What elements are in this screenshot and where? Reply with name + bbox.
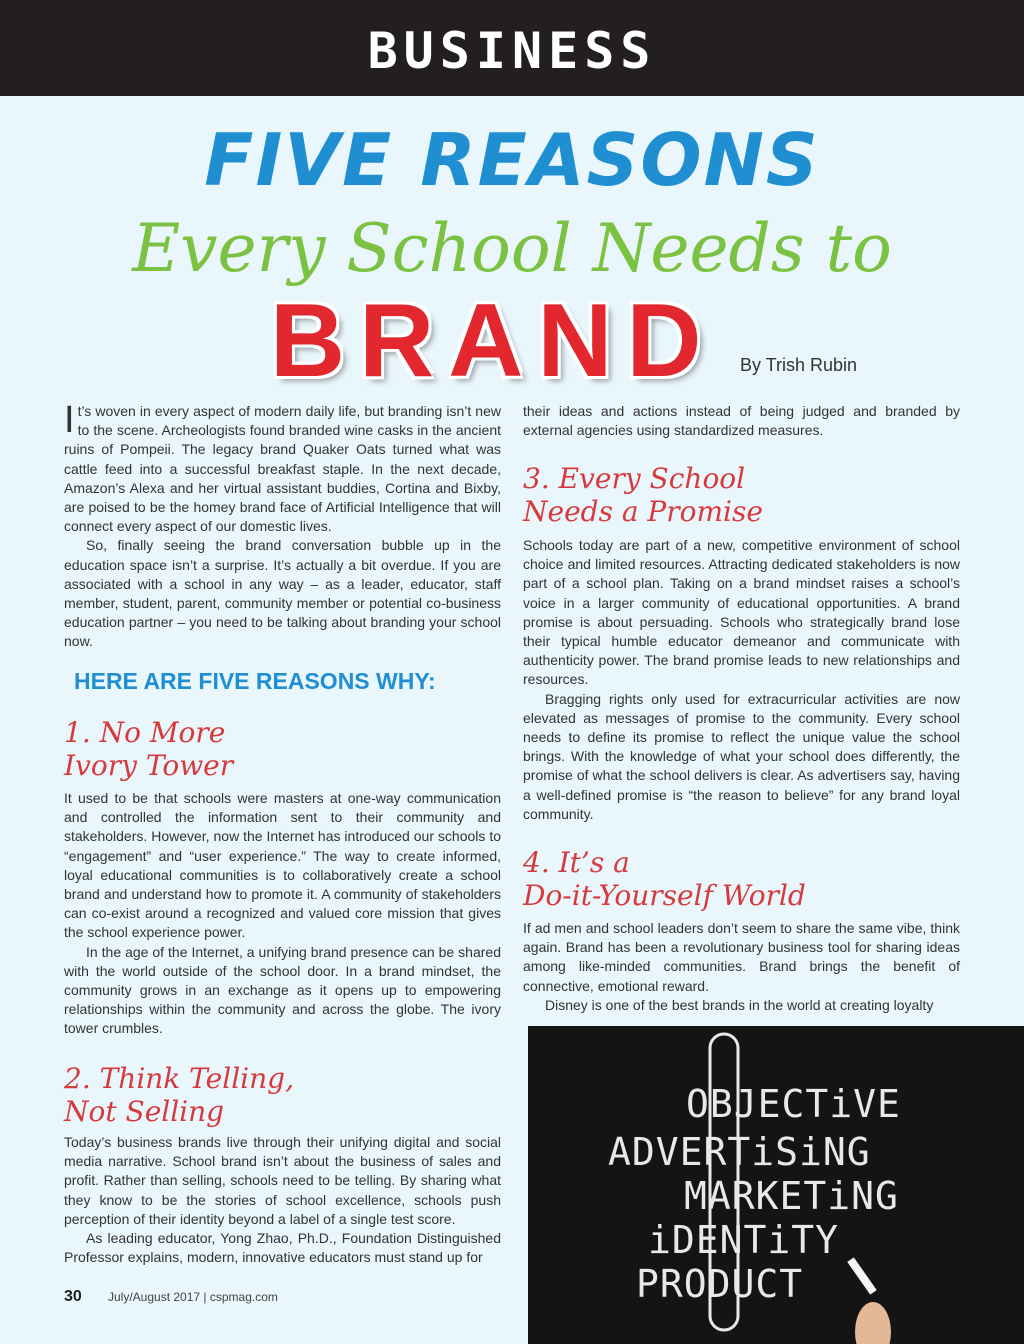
intro-paragraph-1: t’s woven in every aspect of modern daily life, but branding isn’t new to the scene. Archeologists found branded wine casks in the ancient ruins of Pompeii. The legacy brand Quaker Oats turned what was cattle feed into a successful breakfast staple. In the next decade, Amazon’s Alexa and her virtual assistant buddies, Cortina and Bixby, are poised to be the homey brand face of Artificial Intelligence that will connect every aspect of our domestic lives. (64, 403, 501, 535)
chalk-stick (847, 1257, 876, 1294)
reason-3-heading-line-2: Needs a Promise (523, 495, 763, 528)
reason-1-heading (64, 716, 233, 782)
photo-word-5: PRODUCT (636, 1262, 804, 1306)
chalkboard-photo (528, 1026, 1024, 1344)
reason-1-paragraph-2: In the age of the Internet, a unifying brand presence can be shared with the world outside of the school door. In a brand mindset, the community grows in an exchange as it opens up to empowering relationships within the community and across the globe. The ivory tower crumbles. (64, 943, 501, 1037)
photo-word-3: MARKETiNG (684, 1174, 899, 1218)
reason-1-body (64, 789, 501, 1039)
right-column-continuation (523, 402, 960, 440)
headline-line-2: Every School Needs to (132, 210, 892, 287)
reason-1-paragraph-1: It used to be that schools were masters at one-way communication and controlled the information sent to their community and stakeholders. However, now the Internet has introduced our schools to “engagement” and “user experience.” The way to create informed, loyal educational communities is to collaboratively create a school brand and understand how to promote it. A community of stakeholders can co-exist around a recognized and valued core mission that gives the school experience power. (64, 790, 501, 941)
issue-info: July/August 2017 | cspmag.com (108, 1290, 278, 1304)
reason-3-paragraph-1: Schools today are part of a new, competitive environment of school choice and limited resources. Attracting dedicated stakeholders is now part of a school plan. Taking on a brand mindset raises a school’s voice in a larger community of educational opportunities. A brand promise is about persuading. Schools who strategically brand lose their typical humble educator demeanor and communicate with authenticity power. The brand promise leads to new relationships and resources. (523, 537, 960, 688)
photo-word-2: ADVERTiSiNG (608, 1130, 871, 1174)
reason-4-paragraph-2: Disney is one of the best brands in the world at creating loyalty (545, 996, 934, 1013)
reason-4-paragraph-1: If ad men and school leaders don’t seem to share the same vibe, think again. Brand has been a revolutionary business tool for sharing ideas among like-minded communities. Brand brings the benefit of connective, emotional reward. (523, 920, 960, 994)
headline-line-3: BRAND (270, 283, 716, 399)
headline-line-1: FIVE REASONS (204, 118, 820, 202)
reason-4-heading-line-2: Do-it-Yourself World (523, 879, 806, 912)
reason-3-heading (523, 462, 763, 528)
reason-2-paragraph-2: As leading educator, Yong Zhao, Ph.D., Foundation Distinguished Professor explains, modern, innovative educators must stand up for (64, 1230, 501, 1266)
reason-3-body (523, 536, 960, 824)
reason-3-heading-line-1: 3. Every School (523, 462, 746, 495)
reasons-heading: HERE ARE FIVE REASONS WHY: (74, 668, 436, 694)
reason-4-heading-line-1: 4. It’s a (523, 846, 630, 879)
reason-2-heading-line-2: Not Selling (64, 1095, 225, 1128)
reason-2-body (64, 1133, 501, 1267)
intro-text (64, 399, 501, 652)
byline: By Trish Rubin (740, 355, 858, 375)
drop-cap: I (64, 399, 75, 441)
section-label: BUSINESS (367, 22, 657, 80)
reason-3-paragraph-2: Bragging rights only used for extracurricular activities are now elevated as messages of promise to the community. Every school needs to define its promise to reflect the unique value the school brings. With the knowledge of what your school does differently, the promise of what the school delivers is clear. As advertisers say, having a well-defined promise is “the reason to believe” for any brand loyal community. (523, 690, 960, 822)
continuation-paragraph: their ideas and actions instead of being judged and branded by external agencies using standardized measures. (523, 403, 960, 439)
reason-2-heading-line-1: 2. Think Telling, (64, 1062, 294, 1095)
reason-2-paragraph-1: Today’s business brands live through their unifying digital and social media narrative. School brand isn’t about the business of sales and profit. Rather than selling, schools need to be telling. By sharing what they know to be the stories of school excellence, schools push perception of their identity beyond a label of a single test score. (64, 1134, 501, 1227)
photo-word-4: iDENTiTY (648, 1218, 840, 1262)
page-number: 30 (64, 1288, 82, 1305)
reason-1-heading-line-2: Ivory Tower (64, 749, 234, 782)
reason-2-heading (64, 1062, 294, 1128)
photo-word-1: OBJECTiVE (686, 1082, 901, 1126)
intro-paragraph-2: So, finally seeing the brand conversation bubble up in the education space isn’t a surprise. It’s actually a bit overdue. If you are associated with a school in any way – as a leader, educator, staff member, student, parent, community member or potential co-business education partner – you need to be talking about branding your school now. (64, 537, 501, 650)
reason-4-heading (523, 846, 806, 912)
reason-1-heading-line-1: 1. No More (64, 716, 226, 749)
reason-4-body (523, 919, 960, 1015)
hand-with-chalk (855, 1302, 891, 1344)
